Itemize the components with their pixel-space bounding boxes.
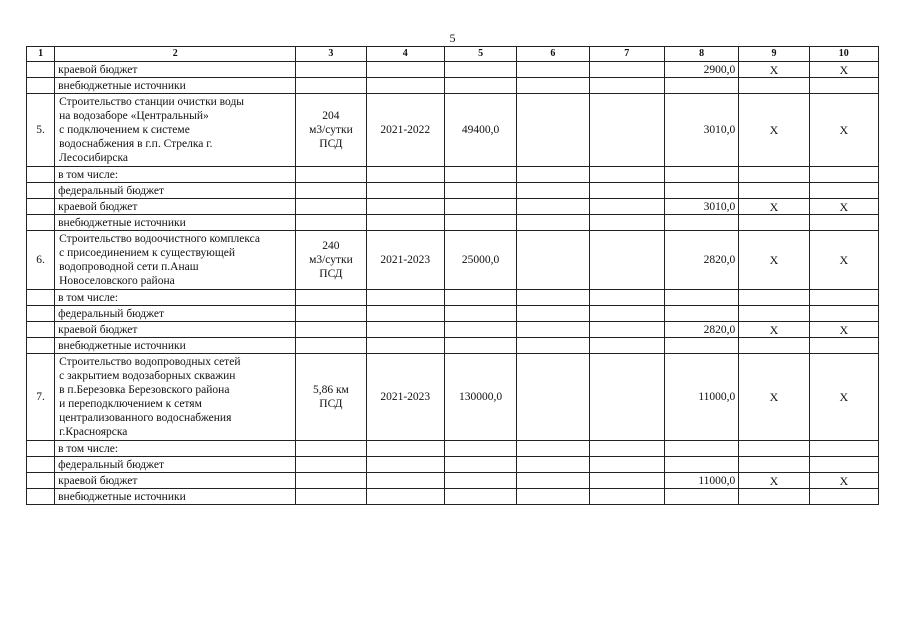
column-9-mark bbox=[739, 167, 809, 183]
period-cell bbox=[366, 183, 444, 199]
funding-row bbox=[27, 473, 879, 489]
description-line: централизованного водоснабжения bbox=[59, 412, 232, 424]
funding-source-label: федеральный бюджет bbox=[55, 457, 296, 473]
capacity-cell bbox=[296, 306, 366, 322]
capacity-cell bbox=[296, 183, 366, 199]
project-row bbox=[27, 94, 879, 167]
project-description bbox=[55, 231, 296, 290]
header-cell-8: 8 bbox=[664, 47, 738, 62]
column-10-mark: X bbox=[809, 62, 878, 78]
amount-cell bbox=[664, 457, 738, 473]
funding-row bbox=[27, 167, 879, 183]
column-6-cell bbox=[517, 306, 589, 322]
project-number: 6. bbox=[27, 231, 55, 290]
column-6-cell bbox=[517, 457, 589, 473]
funding-row bbox=[27, 62, 879, 78]
row-number-cell bbox=[27, 473, 55, 489]
column-7-cell bbox=[589, 322, 664, 338]
project-amount: 2820,0 bbox=[664, 231, 738, 290]
page-number: 5 bbox=[449, 31, 456, 45]
funding-row bbox=[27, 322, 879, 338]
funding-row bbox=[27, 290, 879, 306]
project-description bbox=[55, 94, 296, 167]
project-description bbox=[55, 354, 296, 441]
cost-cell bbox=[444, 167, 516, 183]
column-9-mark bbox=[739, 306, 809, 322]
description-line: водопроводной сети п.Анаш bbox=[59, 261, 199, 273]
amount-cell bbox=[664, 338, 738, 354]
funding-row bbox=[27, 306, 879, 322]
row-number-cell bbox=[27, 199, 55, 215]
column-10-mark: X bbox=[809, 354, 878, 441]
column-10-mark bbox=[809, 167, 878, 183]
cost-cell bbox=[444, 338, 516, 354]
column-6-cell bbox=[517, 290, 589, 306]
funding-row bbox=[27, 457, 879, 473]
period-cell bbox=[366, 489, 444, 505]
column-6-cell bbox=[517, 489, 589, 505]
description-line: и переподключением к сетям bbox=[59, 398, 202, 410]
amount-cell bbox=[664, 167, 738, 183]
project-amount: 11000,0 bbox=[664, 354, 738, 441]
funding-source-label: краевой бюджет bbox=[55, 322, 296, 338]
row-number-cell bbox=[27, 167, 55, 183]
column-10-mark bbox=[809, 290, 878, 306]
description-line: в п.Березовка Березовского района bbox=[59, 384, 230, 396]
period-cell bbox=[366, 322, 444, 338]
funding-source-label: внебюджетные источники bbox=[55, 78, 296, 94]
funding-source-label: краевой бюджет bbox=[55, 62, 296, 78]
amount-cell bbox=[664, 306, 738, 322]
capacity-line: 5,86 км bbox=[312, 384, 349, 396]
capacity-line: ПСД bbox=[319, 268, 343, 280]
funding-source-label: федеральный бюджет bbox=[55, 306, 296, 322]
cost-cell bbox=[444, 489, 516, 505]
header-cell-5: 5 bbox=[444, 47, 516, 62]
column-10-mark: X bbox=[809, 322, 878, 338]
row-number-cell bbox=[27, 183, 55, 199]
period-cell bbox=[366, 215, 444, 231]
cost-cell bbox=[444, 473, 516, 489]
project-period: 2021-2023 bbox=[366, 231, 444, 290]
column-6-cell bbox=[517, 473, 589, 489]
cost-cell bbox=[444, 215, 516, 231]
header-cell-1: 1 bbox=[27, 47, 55, 62]
funding-source-label: краевой бюджет bbox=[55, 473, 296, 489]
capacity-cell bbox=[296, 167, 366, 183]
amount-cell bbox=[664, 78, 738, 94]
column-10-mark: X bbox=[809, 199, 878, 215]
column-10-mark bbox=[809, 78, 878, 94]
period-cell bbox=[366, 457, 444, 473]
column-9-mark: X bbox=[739, 94, 809, 167]
column-7-cell bbox=[589, 354, 664, 441]
project-capacity bbox=[296, 231, 366, 290]
period-cell bbox=[366, 306, 444, 322]
funding-row bbox=[27, 441, 879, 457]
amount-cell bbox=[664, 215, 738, 231]
header-cell-6: 6 bbox=[517, 47, 589, 62]
funding-row bbox=[27, 489, 879, 505]
funding-source-label: внебюджетные источники bbox=[55, 489, 296, 505]
funding-source-label: федеральный бюджет bbox=[55, 183, 296, 199]
description-line: с закрытием водозаборных скважин bbox=[59, 370, 236, 382]
column-6-cell bbox=[517, 441, 589, 457]
header-row bbox=[27, 47, 879, 62]
capacity-cell bbox=[296, 290, 366, 306]
period-cell bbox=[366, 290, 444, 306]
description-line: Новоселовского района bbox=[59, 275, 175, 287]
description-line: Строительство водоочистного комплекса bbox=[59, 233, 260, 245]
period-cell bbox=[366, 199, 444, 215]
capacity-cell bbox=[296, 322, 366, 338]
column-10-mark: X bbox=[809, 473, 878, 489]
budget-table bbox=[26, 46, 879, 505]
column-7-cell bbox=[589, 290, 664, 306]
column-9-mark bbox=[739, 290, 809, 306]
column-10-mark bbox=[809, 441, 878, 457]
project-capacity bbox=[296, 94, 366, 167]
funding-source-label: в том числе: bbox=[55, 167, 296, 183]
project-period: 2021-2022 bbox=[366, 94, 444, 167]
column-7-cell bbox=[589, 306, 664, 322]
funding-row bbox=[27, 338, 879, 354]
column-9-mark: X bbox=[739, 473, 809, 489]
capacity-cell bbox=[296, 338, 366, 354]
row-number-cell bbox=[27, 441, 55, 457]
column-7-cell bbox=[589, 231, 664, 290]
funding-row bbox=[27, 199, 879, 215]
header-cell-4: 4 bbox=[366, 47, 444, 62]
capacity-line: ПСД bbox=[319, 138, 343, 150]
cost-cell bbox=[444, 290, 516, 306]
column-9-mark bbox=[739, 183, 809, 199]
funding-source-label: внебюджетные источники bbox=[55, 215, 296, 231]
funding-source-label: внебюджетные источники bbox=[55, 338, 296, 354]
row-number-cell bbox=[27, 290, 55, 306]
row-number-cell bbox=[27, 306, 55, 322]
capacity-cell bbox=[296, 199, 366, 215]
amount-cell bbox=[664, 489, 738, 505]
amount-cell: 2820,0 bbox=[664, 322, 738, 338]
column-6-cell bbox=[517, 62, 589, 78]
capacity-cell bbox=[296, 473, 366, 489]
column-6-cell bbox=[517, 94, 589, 167]
column-10-mark: X bbox=[809, 231, 878, 290]
column-6-cell bbox=[517, 354, 589, 441]
column-9-mark bbox=[739, 441, 809, 457]
capacity-cell bbox=[296, 489, 366, 505]
column-9-mark: X bbox=[739, 199, 809, 215]
cost-cell bbox=[444, 199, 516, 215]
funding-row bbox=[27, 78, 879, 94]
header-cell-3: 3 bbox=[296, 47, 366, 62]
amount-cell: 3010,0 bbox=[664, 199, 738, 215]
column-6-cell bbox=[517, 338, 589, 354]
capacity-cell bbox=[296, 441, 366, 457]
cost-cell bbox=[444, 457, 516, 473]
description-line: Строительство водопроводных сетей bbox=[59, 356, 241, 368]
capacity-line: 204 bbox=[322, 110, 340, 122]
capacity-line: м3/сутки bbox=[309, 124, 353, 136]
column-9-mark bbox=[739, 215, 809, 231]
project-cost: 130000,0 bbox=[444, 354, 516, 441]
column-10-mark bbox=[809, 306, 878, 322]
column-9-mark: X bbox=[739, 62, 809, 78]
column-6-cell bbox=[517, 322, 589, 338]
column-9-mark bbox=[739, 78, 809, 94]
project-row bbox=[27, 231, 879, 290]
column-6-cell bbox=[517, 199, 589, 215]
funding-row bbox=[27, 183, 879, 199]
amount-cell: 11000,0 bbox=[664, 473, 738, 489]
cost-cell bbox=[444, 306, 516, 322]
amount-cell bbox=[664, 290, 738, 306]
column-7-cell bbox=[589, 457, 664, 473]
column-7-cell bbox=[589, 94, 664, 167]
table-body bbox=[27, 47, 879, 505]
description-line: с подключением к системе bbox=[59, 124, 190, 136]
period-cell bbox=[366, 62, 444, 78]
project-amount: 3010,0 bbox=[664, 94, 738, 167]
row-number-cell bbox=[27, 322, 55, 338]
row-number-cell bbox=[27, 62, 55, 78]
column-10-mark bbox=[809, 489, 878, 505]
column-10-mark bbox=[809, 457, 878, 473]
capacity-cell bbox=[296, 78, 366, 94]
project-row bbox=[27, 354, 879, 441]
column-6-cell bbox=[517, 167, 589, 183]
row-number-cell bbox=[27, 338, 55, 354]
period-cell bbox=[366, 78, 444, 94]
column-6-cell bbox=[517, 231, 589, 290]
funding-source-label: краевой бюджет bbox=[55, 199, 296, 215]
column-7-cell bbox=[589, 199, 664, 215]
header-cell-7: 7 bbox=[589, 47, 664, 62]
description-line: Лесосибирска bbox=[59, 152, 129, 164]
column-10-mark bbox=[809, 215, 878, 231]
period-cell bbox=[366, 473, 444, 489]
column-7-cell bbox=[589, 167, 664, 183]
cost-cell bbox=[444, 322, 516, 338]
column-9-mark bbox=[739, 457, 809, 473]
capacity-cell bbox=[296, 215, 366, 231]
description-line: г.Красноярска bbox=[59, 426, 128, 438]
cost-cell bbox=[444, 441, 516, 457]
capacity-line: 240 bbox=[322, 240, 340, 252]
description-line: водоснабжения в г.п. Стрелка г. bbox=[59, 138, 213, 150]
period-cell bbox=[366, 167, 444, 183]
column-7-cell bbox=[589, 441, 664, 457]
column-9-mark: X bbox=[739, 322, 809, 338]
header-cell-2: 2 bbox=[55, 47, 296, 62]
row-number-cell bbox=[27, 489, 55, 505]
description-line: с присоединением к существующей bbox=[59, 247, 235, 259]
row-number-cell bbox=[27, 457, 55, 473]
amount-cell: 2900,0 bbox=[664, 62, 738, 78]
column-7-cell bbox=[589, 62, 664, 78]
column-9-mark: X bbox=[739, 231, 809, 290]
project-capacity bbox=[296, 354, 366, 441]
column-9-mark: X bbox=[739, 354, 809, 441]
description-line: на водозаборе «Центральный» bbox=[59, 110, 209, 122]
description-line: Строительство станции очистки воды bbox=[59, 96, 245, 108]
capacity-line: м3/сутки bbox=[309, 254, 353, 266]
column-7-cell bbox=[589, 473, 664, 489]
cost-cell bbox=[444, 183, 516, 199]
row-number-cell bbox=[27, 78, 55, 94]
header-cell-10: 10 bbox=[809, 47, 878, 62]
column-7-cell bbox=[589, 183, 664, 199]
capacity-cell bbox=[296, 457, 366, 473]
column-7-cell bbox=[589, 489, 664, 505]
project-cost: 25000,0 bbox=[444, 231, 516, 290]
column-9-mark bbox=[739, 489, 809, 505]
project-period: 2021-2023 bbox=[366, 354, 444, 441]
project-number: 5. bbox=[27, 94, 55, 167]
project-cost: 49400,0 bbox=[444, 94, 516, 167]
period-cell bbox=[366, 338, 444, 354]
column-6-cell bbox=[517, 78, 589, 94]
row-number-cell bbox=[27, 215, 55, 231]
amount-cell bbox=[664, 441, 738, 457]
column-7-cell bbox=[589, 338, 664, 354]
funding-source-label: в том числе: bbox=[55, 290, 296, 306]
column-10-mark: X bbox=[809, 94, 878, 167]
capacity-cell bbox=[296, 62, 366, 78]
amount-cell bbox=[664, 183, 738, 199]
column-9-mark bbox=[739, 338, 809, 354]
column-7-cell bbox=[589, 78, 664, 94]
capacity-line: ПСД bbox=[319, 398, 343, 410]
column-6-cell bbox=[517, 215, 589, 231]
header-cell-9: 9 bbox=[739, 47, 809, 62]
period-cell bbox=[366, 441, 444, 457]
project-number: 7. bbox=[27, 354, 55, 441]
cost-cell bbox=[444, 62, 516, 78]
column-6-cell bbox=[517, 183, 589, 199]
funding-row bbox=[27, 215, 879, 231]
column-7-cell bbox=[589, 215, 664, 231]
funding-source-label: в том числе: bbox=[55, 441, 296, 457]
column-10-mark bbox=[809, 183, 878, 199]
cost-cell bbox=[444, 78, 516, 94]
column-10-mark bbox=[809, 338, 878, 354]
